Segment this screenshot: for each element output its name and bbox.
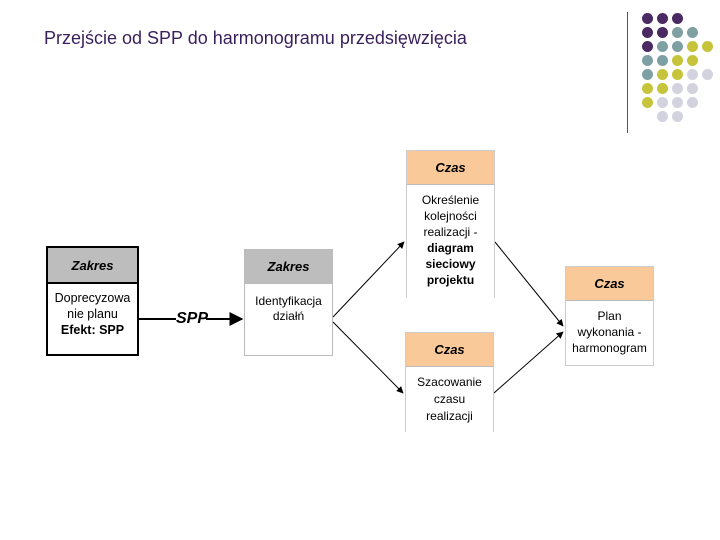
- box-text: Plan: [597, 309, 622, 323]
- box-body: [48, 284, 137, 338]
- box-header: Zakres: [245, 250, 332, 284]
- box-text: harmonogram: [572, 341, 647, 355]
- box-text: kolejności: [424, 209, 477, 223]
- box-body: [407, 185, 494, 288]
- box-text: Szacowanie: [417, 375, 482, 389]
- box-zakres-precise: [46, 246, 139, 356]
- box-text-bold: sieciowy: [425, 257, 476, 271]
- box-zakres-identify: [244, 249, 333, 356]
- box-header: Czas: [566, 267, 653, 301]
- box-text: realizacji: [426, 409, 473, 423]
- box-text: wykonania -: [577, 325, 642, 339]
- box-text-bold: Efekt: SPP: [60, 323, 125, 337]
- box-text: czasu: [433, 392, 466, 406]
- box-text: działń: [272, 309, 305, 323]
- arrow-zakres2-to-czas1: [333, 242, 404, 317]
- page-title: Przejście od SPP do harmonogramu przedsięwzięcia: [44, 28, 467, 48]
- box-text: nie planu: [67, 307, 118, 321]
- box-header: Zakres: [48, 248, 137, 284]
- box-czas-schedule: [565, 266, 654, 366]
- box-text-bold: projektu: [426, 273, 475, 287]
- box-text-bold: diagram: [427, 241, 474, 255]
- arrow-czas2-to-czas3: [494, 332, 563, 393]
- arrow-czas1-to-czas3: [495, 242, 563, 326]
- box-body: [406, 367, 493, 425]
- arrow-zakres2-to-czas2: [333, 322, 403, 393]
- box-body: [245, 284, 332, 324]
- box-body: [566, 301, 653, 356]
- box-text: Identyfikacja: [255, 294, 322, 308]
- box-czas-sequence: [406, 150, 495, 298]
- box-text: Określenie: [421, 193, 480, 207]
- box-text: realizacji -: [423, 225, 478, 239]
- box-czas-estimate: [405, 332, 494, 432]
- box-header: Czas: [407, 151, 494, 185]
- box-text: Doprecyzowa: [54, 291, 131, 305]
- box-header: Czas: [406, 333, 493, 367]
- spp-label: SPP: [176, 310, 209, 327]
